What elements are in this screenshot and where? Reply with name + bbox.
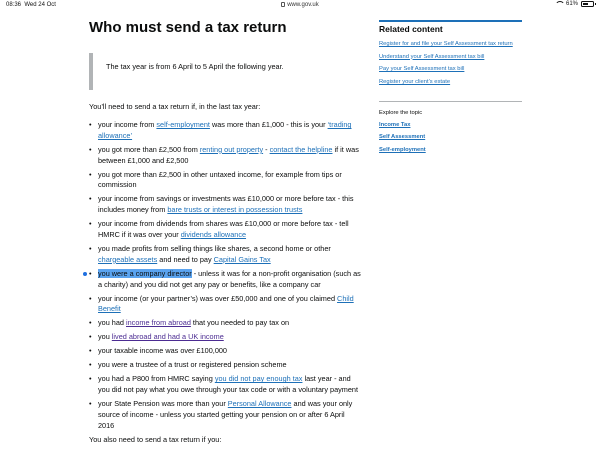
topic-link-income-tax[interactable]: Income Tax [379, 121, 411, 128]
status-time: 08:36 [6, 2, 22, 8]
sidebar-top-rule [379, 20, 522, 22]
related-link-item [379, 40, 529, 49]
inline-link[interactable]: self-employment [156, 120, 210, 130]
intro-text: You’ll need to send a tax return if, in the last tax year: [89, 101, 261, 111]
bullet-text: your taxable income was over £100,000 [98, 346, 227, 356]
lock-icon [281, 2, 285, 7]
related-content-heading: Related content [379, 24, 443, 34]
related-link-understand-bill[interactable]: Understand your Self Assessment tax bill [379, 53, 485, 60]
bullet-item [89, 269, 361, 291]
bullet-text: if it was between £1,000 and £2,500 [98, 144, 359, 165]
explore-topic-label: Explore the topic [379, 109, 423, 116]
bullet-item [89, 219, 361, 241]
topic-links [379, 121, 522, 155]
bullet-text: that you needed to pay tax on [190, 318, 290, 328]
bullet-text: your income from [98, 120, 157, 130]
inset-text-body: The tax year is from 6 April to 5 April the following year. [106, 61, 284, 71]
topic-link-item [379, 121, 522, 130]
battery-fill [583, 3, 588, 5]
bullet-text: you got more than £2,500 from [98, 144, 200, 154]
page-title: Who must send a tax return [89, 19, 287, 36]
bullet-text: you had [98, 318, 126, 328]
bullet-text: you made profits from selling things like shares, a second home or other [98, 243, 331, 253]
bullet-item [89, 170, 361, 192]
inline-link[interactable]: Capital Gains Tax [213, 254, 271, 264]
bullet-item [89, 120, 361, 142]
inline-link[interactable]: ‘trading allowance’ [98, 120, 352, 140]
inline-link[interactable]: bare trusts or interest in possession trusts [167, 205, 303, 215]
inline-link[interactable]: contact the helpline [269, 144, 333, 154]
bullet-text: your income from dividends from shares was £10,000 or more before tax - tell HMRC if it was over your [98, 219, 349, 239]
bullet-text: was more than £1,000 - this is your [209, 120, 328, 130]
related-link-client-estate[interactable]: Register your client’s estate [379, 79, 451, 86]
topic-link-item [379, 146, 522, 155]
bullet-text: and was your only source of income - unless you started getting your pension on or after 6 April 2016 [98, 399, 353, 430]
bullet-item [89, 374, 361, 396]
inline-link[interactable]: renting out property [199, 144, 264, 154]
bullet-item [89, 332, 361, 343]
bullet-text: your income (or your partner’s) was over £50,000 and one of you claimed [98, 293, 338, 303]
bullet-item [89, 145, 361, 167]
bullet-item [89, 399, 361, 431]
bullet-item [89, 346, 361, 357]
inline-link[interactable]: chargeable assets [98, 254, 158, 264]
bullet-item [89, 318, 361, 329]
bullet-text: - [263, 144, 270, 154]
bullet-text: your income from savings or investments was £10,000 or more before tax - this includes money from [98, 194, 354, 215]
inset-text [89, 53, 361, 90]
status-date: Wed 24 Oct [24, 2, 56, 8]
bullet-list [89, 120, 361, 431]
outro-text: You also need to send a tax return if you: [89, 434, 222, 444]
inline-link[interactable]: lived abroad and had a UK income [111, 332, 224, 342]
address-url: www.gov.uk [287, 2, 319, 8]
status-bar [0, 0, 600, 11]
bullet-text: you got more than £2,500 in other untaxed income, for example from tips or commission [98, 169, 342, 190]
inline-link[interactable]: Child Benefit [98, 293, 354, 314]
bullet-text: you [98, 332, 112, 342]
selected-text[interactable]: you were a company director [98, 268, 192, 278]
topic-link-self-employment[interactable]: Self-employment [379, 147, 426, 154]
topic-link-self-assessment[interactable]: Self Assessment [379, 134, 426, 141]
inline-link[interactable]: dividends allowance [180, 230, 247, 239]
related-links [379, 40, 529, 87]
bullet-item [89, 294, 361, 316]
battery-percent: 61% [565, 1, 578, 7]
bullet-text: your State Pension was more than your [98, 399, 228, 409]
address-bar[interactable] [0, 2, 600, 8]
related-link-item [379, 53, 529, 62]
bullet-text: last year - and you did not pay what you owe through your tax code or with a voluntary payment [98, 374, 359, 395]
related-link-item [379, 65, 529, 74]
main-content [89, 20, 361, 445]
inline-link[interactable]: Personal Allowance [227, 399, 292, 409]
related-link-item [379, 78, 529, 87]
wifi-icon [555, 1, 563, 7]
bullet-text: you were a trustee of a trust or registered pension scheme [98, 360, 287, 370]
bullet-text: you had a P800 from HMRC saying [98, 374, 215, 384]
bullet-item [89, 244, 361, 266]
selection-handle[interactable] [83, 272, 87, 276]
bullet-text: and need to pay [157, 254, 214, 264]
inline-link[interactable]: income from abroad [126, 318, 191, 328]
bullet-text: - unless it was for a non-profit organisation (such as a charity) and you did not get any pay or benefits, like a company car [98, 268, 361, 289]
bullet-item [89, 360, 361, 371]
battery-icon [581, 1, 594, 7]
inline-link[interactable]: you did not pay enough tax [214, 374, 303, 384]
related-link-pay-bill[interactable]: Pay your Self Assessment tax bill [379, 66, 465, 73]
related-link-register-file[interactable]: Register for and file your Self Assessment tax return [379, 41, 513, 47]
explore-topic-section [379, 101, 522, 155]
topic-link-item [379, 133, 522, 142]
related-content-sidebar [379, 20, 529, 159]
bullet-item [89, 194, 361, 216]
status-right [555, 1, 594, 7]
